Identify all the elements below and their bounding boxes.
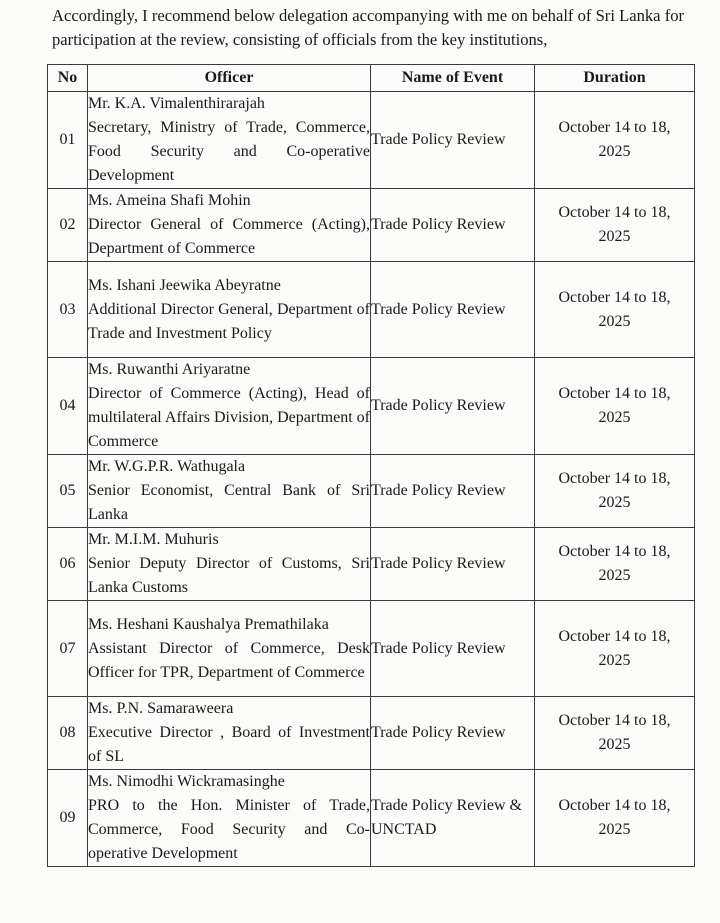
table-row [48, 358, 695, 455]
table-row [48, 528, 695, 601]
duration-cell [535, 528, 695, 601]
event-name: Trade Policy Review & UNCTAD [371, 770, 535, 867]
row-number: 03 [48, 262, 88, 358]
table-row [48, 770, 695, 867]
row-number: 09 [48, 770, 88, 867]
duration-year: 2025 [598, 821, 631, 838]
officer-cell [88, 189, 371, 262]
officer-name: Mr. K.A. Vimalenthirarajah [88, 95, 265, 112]
row-number: 06 [48, 528, 88, 601]
intro-line-1: Accordingly, I recommend below delegation accompanying with me on behalf of Sri Lanka for [52, 6, 685, 25]
duration-dates: October 14 to 18, [558, 119, 671, 136]
header-officer: Officer [88, 65, 371, 92]
duration-year: 2025 [598, 143, 631, 160]
row-number: 08 [48, 697, 88, 770]
officer-designation: Senior Economist, Central Bank of Sri Lanka [88, 482, 370, 523]
event-name: Trade Policy Review [371, 262, 535, 358]
event-name: Trade Policy Review [371, 189, 535, 262]
row-number: 02 [48, 189, 88, 262]
officer-cell [88, 601, 371, 697]
duration-cell [535, 358, 695, 455]
duration-cell [535, 455, 695, 528]
officer-designation: Executive Director , Board of Investment of SL [88, 724, 370, 765]
duration-cell [535, 92, 695, 189]
table-row [48, 455, 695, 528]
duration-year: 2025 [598, 651, 631, 669]
officer-designation: Secretary, Ministry of Trade, Commerce, Food Security and Co-operative Development [88, 119, 370, 184]
table-row [48, 601, 695, 697]
table-header-row [48, 65, 695, 92]
header-duration: Duration [535, 65, 695, 92]
officer-designation: Senior Deputy Director of Customs, Sri Lanka Customs [88, 555, 370, 596]
duration-year: 2025 [598, 409, 631, 426]
intro-line-2: participation at the review, consisting of officials from the key institutions, [52, 30, 548, 49]
table-row [48, 697, 695, 770]
table-row [48, 189, 695, 262]
duration-dates: October 14 to 18, [558, 712, 671, 729]
officer-designation: Assistant Director of Commerce, Desk Officer for TPR, Department of Commerce [88, 639, 370, 681]
duration-dates: October 14 to 18, [558, 797, 671, 814]
event-name: Trade Policy Review [371, 455, 535, 528]
officer-designation: PRO to the Hon. Minister of Trade, Commerce, Food Security and Co-operative Development [88, 797, 370, 862]
row-number: 07 [48, 601, 88, 697]
header-no: No [48, 65, 88, 92]
duration-cell [535, 601, 695, 697]
duration-cell [535, 189, 695, 262]
officer-cell [88, 92, 371, 189]
duration-dates: October 14 to 18, [558, 385, 671, 402]
duration-year: 2025 [598, 736, 631, 753]
delegation-table [47, 64, 695, 867]
officer-cell [88, 697, 371, 770]
officer-name: Ms. Nimodhi Wickramasinghe [88, 773, 285, 790]
officer-designation: Director of Commerce (Acting), Head of multilateral Affairs Division, Department of Commerce [88, 385, 370, 450]
officer-cell [88, 455, 371, 528]
event-name: Trade Policy Review [371, 358, 535, 455]
officer-designation: Director General of Commerce (Acting), Department of Commerce [88, 216, 370, 257]
officer-designation: Additional Director General, Department of Trade and Investment Policy [88, 300, 370, 342]
event-name: Trade Policy Review [371, 528, 535, 601]
duration-year: 2025 [598, 228, 631, 245]
officer-name: Ms. Ruwanthi Ariyaratne [88, 361, 251, 378]
event-name: Trade Policy Review [371, 92, 535, 189]
header-event: Name of Event [371, 65, 535, 92]
table-row [48, 92, 695, 189]
officer-name: Ms. Heshani Kaushalya Premathilaka [88, 615, 329, 633]
duration-cell [535, 697, 695, 770]
officer-name: Ms. Ishani Jeewika Abeyratne [88, 276, 281, 294]
duration-dates: October 14 to 18, [558, 627, 671, 645]
event-name: Trade Policy Review [371, 601, 535, 697]
duration-cell [535, 262, 695, 358]
duration-year: 2025 [598, 494, 631, 511]
officer-cell [88, 528, 371, 601]
duration-dates: October 14 to 18, [558, 470, 671, 487]
table-row [48, 262, 695, 358]
officer-cell [88, 770, 371, 867]
duration-dates: October 14 to 18, [558, 288, 671, 306]
row-number: 01 [48, 92, 88, 189]
row-number: 04 [48, 358, 88, 455]
event-name: Trade Policy Review [371, 697, 535, 770]
duration-year: 2025 [598, 312, 631, 330]
officer-name: Ms. Ameina Shafi Mohin [88, 192, 251, 209]
duration-dates: October 14 to 18, [558, 204, 671, 221]
duration-dates: October 14 to 18, [558, 543, 671, 560]
officer-cell [88, 358, 371, 455]
row-number: 05 [48, 455, 88, 528]
officer-name: Ms. P.N. Samaraweera [88, 700, 234, 717]
officer-name: Mr. M.I.M. Muhuris [88, 531, 219, 548]
duration-cell [535, 770, 695, 867]
intro-paragraph [52, 4, 720, 52]
officer-cell [88, 262, 371, 358]
duration-year: 2025 [598, 567, 631, 584]
officer-name: Mr. W.G.P.R. Wathugala [88, 458, 246, 475]
